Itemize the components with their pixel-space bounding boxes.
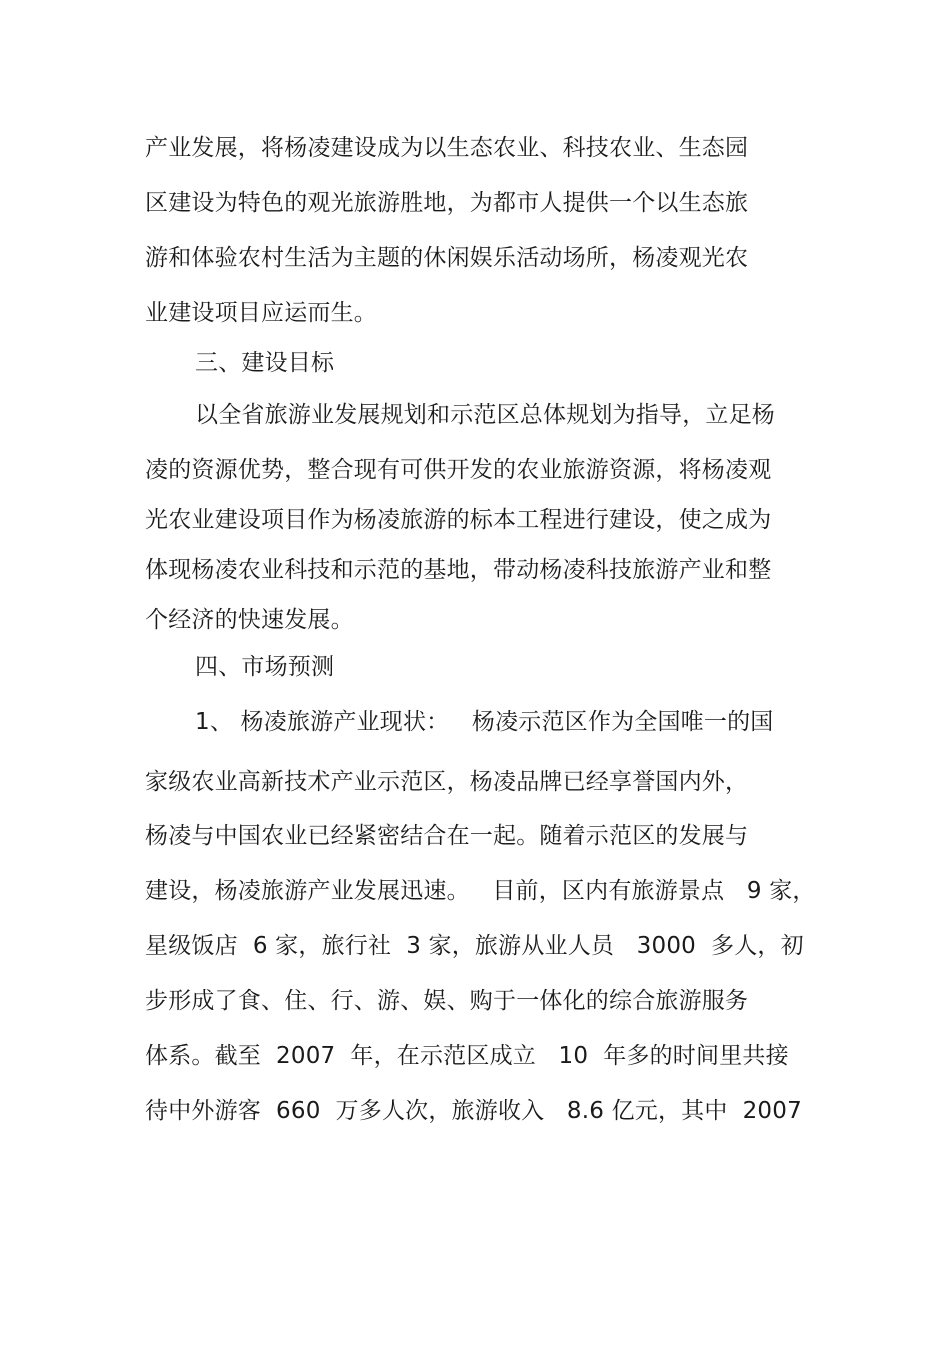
text-line: 个经济的快速发展。 xyxy=(145,607,354,633)
text-line: 凌的资源优势，整合现有可供开发的农业旅游资源，将杨凌观 xyxy=(145,457,772,483)
text-line: 体现杨凌农业科技和示范的基地，带动杨凌科技旅游产业和整 xyxy=(145,557,772,583)
text-line: 业建设项目应运而生。 xyxy=(145,300,377,326)
text-line: 体系。截至 2007 年，在示范区成立 10 年多的时间里共接 xyxy=(145,1043,789,1069)
section-heading: 四、市场预测 xyxy=(195,654,335,680)
text-line: 1、 杨凌旅游产业现状： 杨凌示范区作为全国唯一的国 xyxy=(195,709,774,735)
text-line: 步形成了食、住、行、游、娱、购于一体化的综合旅游服务 xyxy=(145,988,749,1014)
text-line: 待中外游客 660 万多人次，旅游收入 8.6 亿元，其中 2007 xyxy=(145,1098,802,1124)
text-line: 游和体验农村生活为主题的休闲娱乐活动场所，杨凌观光农 xyxy=(145,245,749,271)
text-line: 以全省旅游业发展规划和示范区总体规划为指导，立足杨 xyxy=(195,402,775,428)
text-line: 光农业建设项目作为杨凌旅游的标本工程进行建设，使之成为 xyxy=(145,507,772,533)
text-line: 区建设为特色的观光旅游胜地，为都市人提供一个以生态旅 xyxy=(145,190,749,216)
text-line: 杨凌与中国农业已经紧密结合在一起。随着示范区的发展与 xyxy=(145,823,749,849)
text-line: 星级饭店 6 家，旅行社 3 家，旅游从业人员 3000 多人，初 xyxy=(145,933,804,959)
text-line: 建设，杨凌旅游产业发展迅速。 目前，区内有旅游景点 9 家， xyxy=(145,878,816,904)
text-line: 家级农业高新技术产业示范区，杨凌品牌已经享誉国内外， xyxy=(145,769,749,795)
section-heading: 三、建设目标 xyxy=(195,350,335,376)
text-line: 产业发展，将杨凌建设成为以生态农业、科技农业、生态园 xyxy=(145,135,749,161)
